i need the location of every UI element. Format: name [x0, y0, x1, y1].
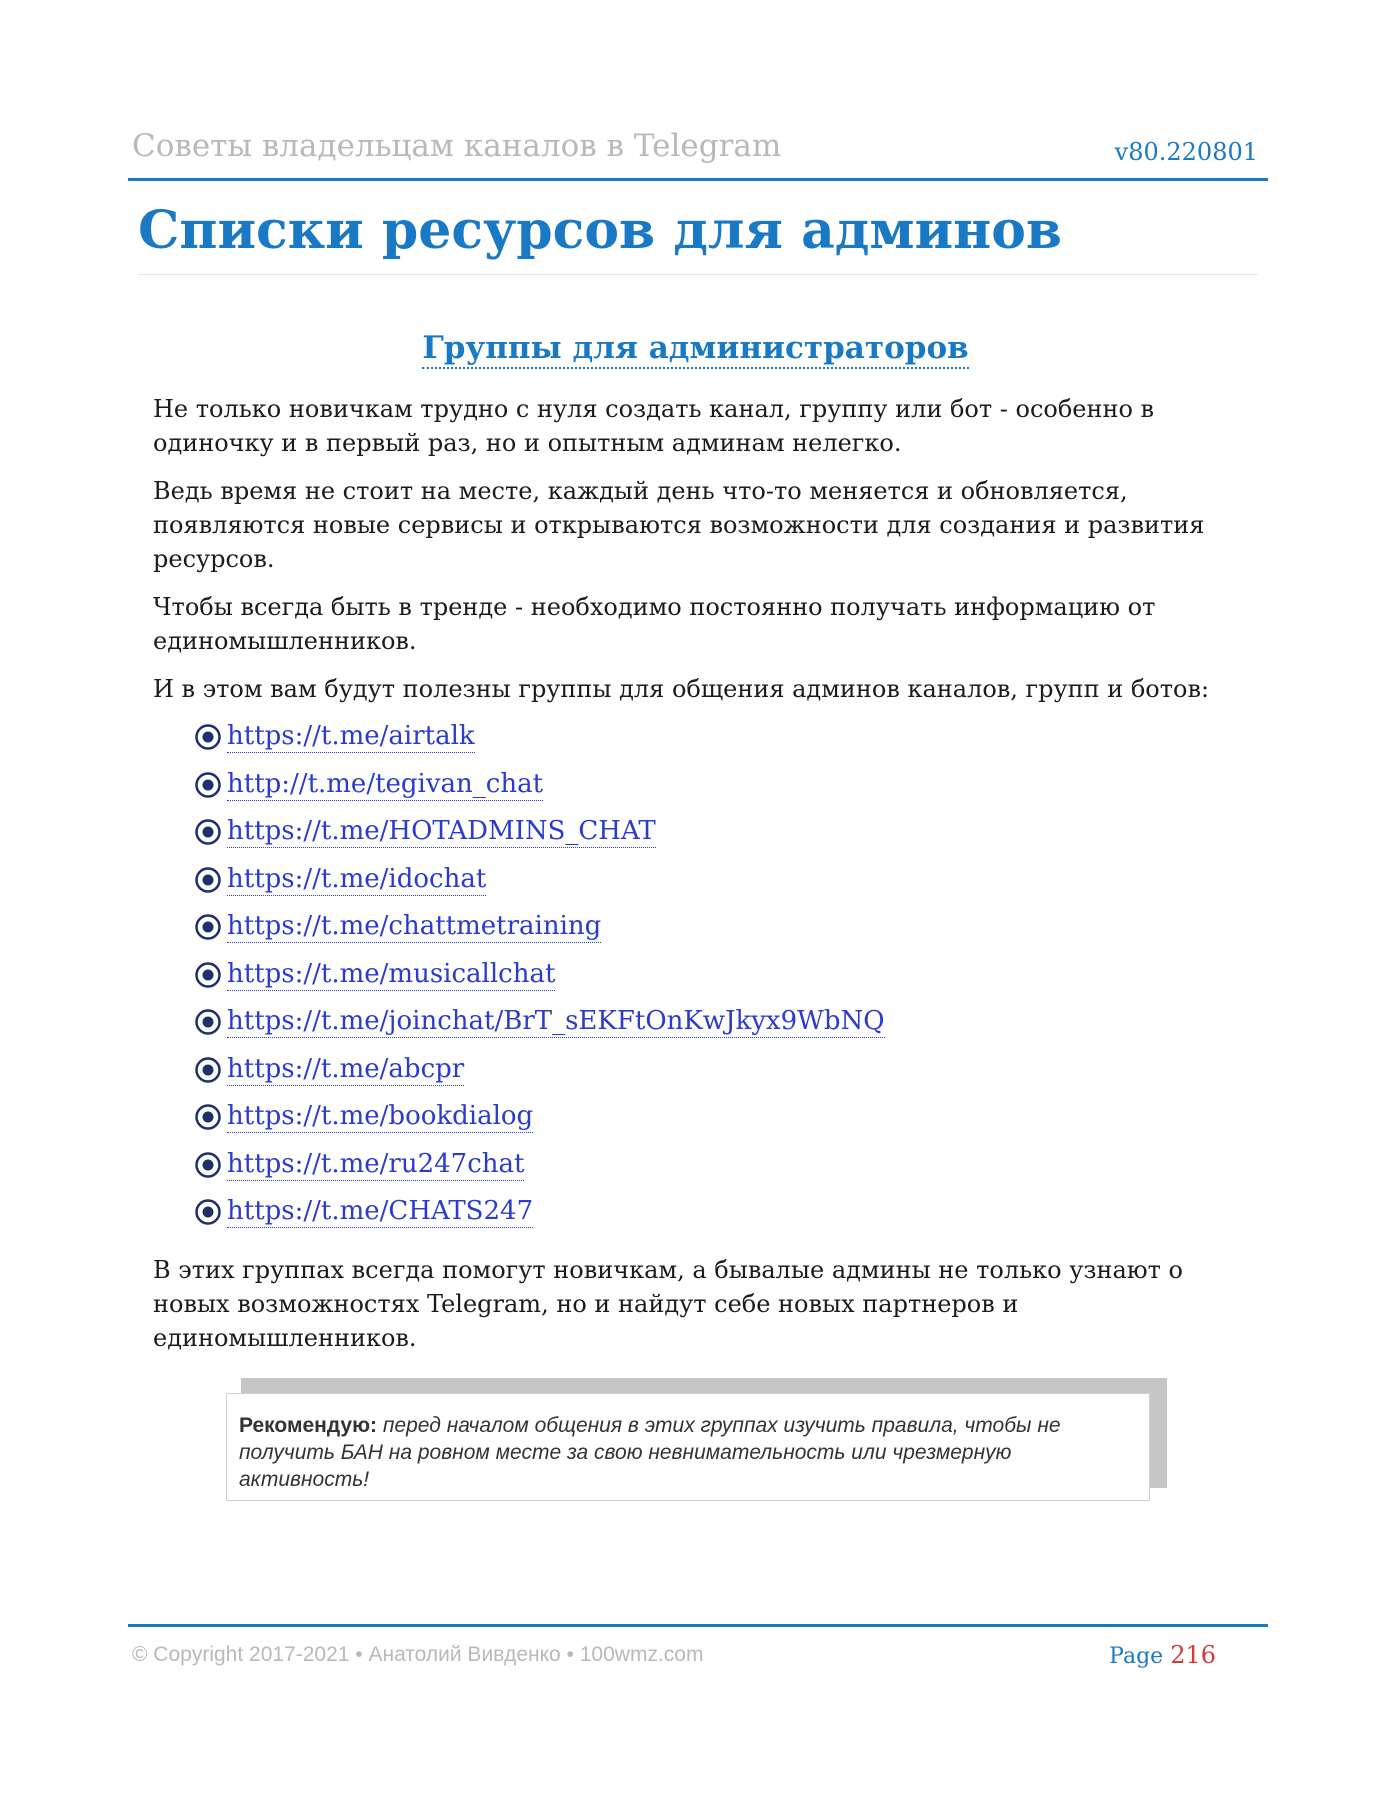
- callout-text: перед началом общения в этих группах изучить правила, чтобы не получить БАН на ровном месте за свою невнимательность или чрезмерную активность!: [239, 1414, 1061, 1491]
- radio-bullet-icon: [195, 867, 221, 893]
- page-footer: [128, 1624, 1268, 1669]
- page-number: 216: [1170, 1641, 1216, 1669]
- page-content: [153, 392, 1258, 1369]
- group-link[interactable]: https://t.me/bookdialog: [227, 1101, 534, 1131]
- radio-bullet-icon: [195, 724, 221, 750]
- group-link[interactable]: https://t.me/airtalk: [227, 721, 475, 751]
- radio-bullet-icon: [195, 914, 221, 940]
- section-title-text: Группы для администраторов: [422, 330, 968, 369]
- list-item: [195, 1053, 1258, 1101]
- group-link[interactable]: https://t.me/idochat: [227, 863, 487, 894]
- list-item: [195, 958, 1258, 1006]
- list-item: [195, 910, 1258, 958]
- group-link[interactable]: https://t.me/HOTADMINS_CHAT: [227, 816, 656, 846]
- list-item: [195, 720, 1258, 768]
- paragraph: Чтобы всегда быть в тренде - необходимо постоянно получать информацию от единомышленников.: [153, 593, 1156, 655]
- radio-bullet-icon: [195, 1104, 221, 1130]
- radio-bullet-icon: [195, 1009, 221, 1035]
- group-links-list: [153, 720, 1258, 1243]
- radio-bullet-icon: [195, 772, 221, 798]
- group-link[interactable]: https://t.me/ru247chat: [227, 1148, 525, 1179]
- radio-bullet-icon: [195, 1199, 221, 1225]
- list-item: [195, 815, 1258, 863]
- callout-label: Рекомендую:: [239, 1414, 378, 1437]
- paragraph: И в этом вам будут полезны группы для общения админов каналов, групп и ботов:: [153, 675, 1210, 703]
- group-link[interactable]: https://t.me/CHATS247: [227, 1196, 534, 1226]
- callout-box: [226, 1393, 1150, 1501]
- section-title: [0, 330, 1391, 366]
- footer-copyright: © Copyright 2017-2021 • Анатолий Вивденко • 100wmz.com: [132, 1643, 704, 1666]
- radio-bullet-icon: [195, 1152, 221, 1178]
- radio-bullet-icon: [195, 962, 221, 988]
- list-item: [195, 863, 1258, 911]
- chapter-title: Списки ресурсов для админов: [138, 200, 1258, 275]
- group-link[interactable]: https://t.me/joinchat/BrT_sEKFtOnKwJkyx9WbNQ: [227, 1006, 885, 1036]
- paragraph: Не только новичкам трудно с нуля создать канал, группу или бот - особенно в одиночку и в первый раз, но и опытным админам нелегко.: [153, 395, 1155, 457]
- page-label: Page: [1109, 1644, 1164, 1669]
- footer-page-number: [1109, 1641, 1216, 1669]
- list-item: [195, 1005, 1258, 1053]
- recommendation-callout: [226, 1393, 1152, 1503]
- group-link[interactable]: https://t.me/abcpr: [227, 1053, 465, 1084]
- group-link[interactable]: http://t.me/tegivan_chat: [227, 768, 544, 799]
- page-header: [128, 128, 1268, 181]
- paragraph: Ведь время не стоит на месте, каждый день что-то меняется и обновляется, появляются новые сервисы и открываются возможности для создания и развития ресурсов.: [153, 477, 1205, 573]
- header-version: v80.220801: [1114, 138, 1258, 166]
- header-title: Советы владельцам каналов в Telegram: [132, 128, 782, 164]
- paragraph: В этих группах всегда помогут новичкам, а бывалые админы не только узнают о новых возможностях Telegram, но и найдут себе новых партнеров и единомышленников.: [153, 1255, 1184, 1352]
- group-link[interactable]: https://t.me/musicallchat: [227, 958, 556, 989]
- list-item: [195, 768, 1258, 816]
- list-item: [195, 1148, 1258, 1196]
- group-link[interactable]: https://t.me/chattmetraining: [227, 911, 602, 941]
- radio-bullet-icon: [195, 1057, 221, 1083]
- radio-bullet-icon: [195, 819, 221, 845]
- list-item: [195, 1100, 1258, 1148]
- list-item: [195, 1195, 1258, 1243]
